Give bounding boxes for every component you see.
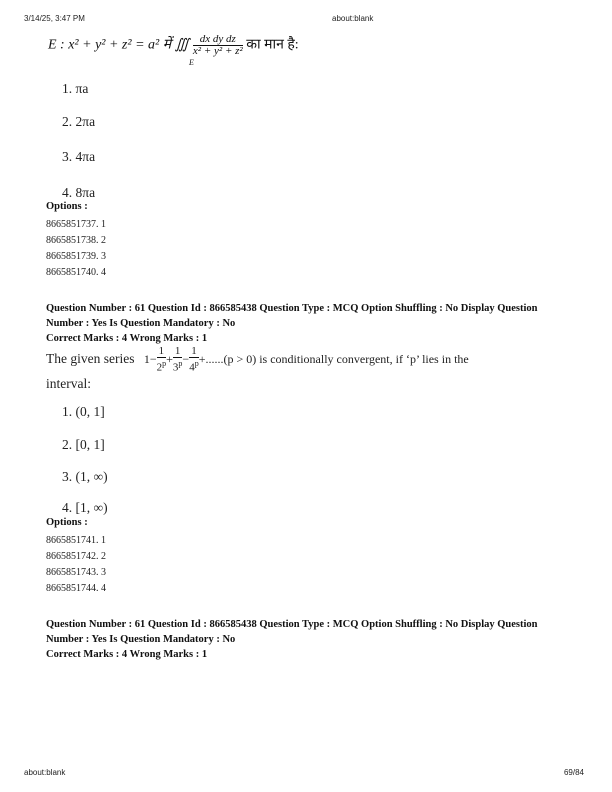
integrand-denominator: x² + y² + z²	[192, 45, 243, 57]
q61-stem: The given series 1− $\frac{1}{2^p}$ + $\frac{1}{3^p}$ − $\frac{1}{4^p}$ +......(p > 0) is conditionally convergent, if ‘p’ lies in the	[46, 345, 469, 374]
q61-option-1: 1. (0, 1]	[62, 404, 105, 419]
region-subscript: E	[189, 58, 194, 67]
q61-meta	[46, 301, 576, 346]
prev-option-2: 2. 2πa	[62, 114, 96, 129]
series-term-3: $\frac{1}{3^p}$	[172, 345, 183, 374]
series-term-3-exp: p	[178, 359, 183, 368]
series-term-4-exp: p	[194, 359, 199, 368]
prev-stem-prefix: E : x² + y² + z² = a² में ∭	[48, 37, 190, 53]
series-term-2-exp: p	[162, 359, 167, 368]
next-marks: Correct Marks : 4 Wrong Marks : 1	[46, 649, 208, 660]
q61-meta-line2: Number : Yes Is Question Mandatory : No	[46, 318, 236, 329]
q61-option-id-2: 8665851742. 2	[46, 551, 106, 562]
q61-option-id-3: 8665851743. 3	[46, 567, 106, 578]
q61-option-id-1: 8665851741. 1	[46, 535, 106, 546]
q61-option-id-4: 8665851744. 4	[46, 583, 106, 594]
series-term-4: $\frac{1}{4^p}$	[189, 345, 199, 374]
prev-options-label: Options :	[46, 201, 88, 212]
q61-meta-line1: Question Number : 61 Question Id : 866585438 Question Type : MCQ Option Shuffling : No Display Question	[46, 303, 538, 314]
prev-stem-suffix: का मान है:	[246, 37, 299, 53]
next-meta-line2: Number : Yes Is Question Mandatory : No	[46, 634, 236, 645]
q61-series-tail: +......(p > 0) is conditionally convergent, if ‘p’ lies in the	[198, 351, 469, 366]
print-datetime: 3/14/25, 3:47 PM	[24, 14, 85, 23]
prev-option-4: 4. 8πa	[62, 185, 96, 200]
prev-option-1: 1. πa	[62, 81, 89, 96]
q61-series-lead: 1−	[143, 351, 157, 366]
prev-option-id-3: 8665851739. 3	[46, 251, 106, 262]
integrand-numerator: dx dy dz	[193, 34, 243, 46]
prev-question-stem	[48, 34, 299, 57]
print-url: about:blank	[332, 14, 374, 23]
integrand-fraction	[193, 34, 243, 57]
q61-option-3: 3. (1, ∞)	[62, 469, 108, 484]
prev-option-id-4: 8665851740. 4	[46, 267, 106, 278]
prev-option-id-2: 8665851738. 2	[46, 235, 106, 246]
series-term-3-base: 3	[172, 361, 179, 374]
next-question-meta	[46, 617, 576, 662]
q61-marks: Correct Marks : 4 Wrong Marks : 1	[46, 333, 208, 344]
q61-stem-line2: interval:	[46, 376, 91, 391]
footer-url: about:blank	[24, 768, 66, 777]
prev-option-3: 3. 4πa	[62, 149, 96, 164]
prev-option-id-1: 8665851737. 1	[46, 219, 106, 230]
q61-option-2: 2. [0, 1]	[62, 437, 105, 452]
series-term-4-base: 4	[189, 361, 195, 374]
q61-option-4: 4. [1, ∞)	[62, 500, 108, 515]
page-number: 69/84	[563, 768, 584, 777]
series-term-2: $\frac{1}{2^p}$	[156, 345, 167, 374]
q61-options-label: Options :	[46, 517, 88, 528]
series-term-2-base: 2	[156, 361, 163, 374]
next-meta-line1: Question Number : 61 Question Id : 866585438 Question Type : MCQ Option Shuffling : No Display Question	[46, 619, 538, 630]
q61-stem-start: The given series	[46, 350, 135, 366]
